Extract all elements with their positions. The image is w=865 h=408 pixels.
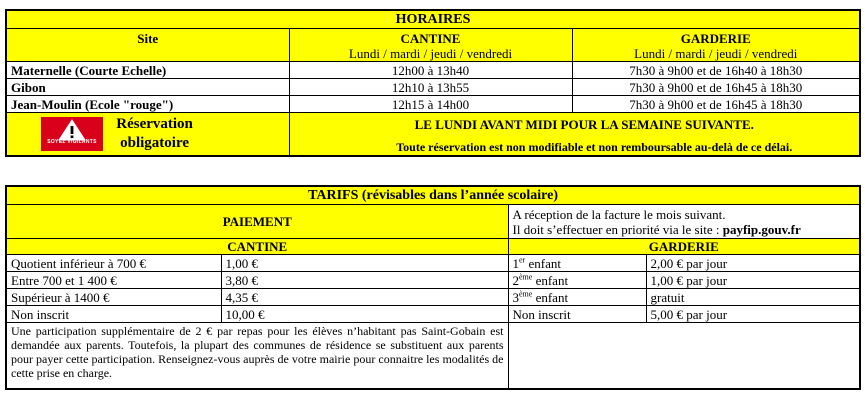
garderie-tarif-header: GARDERIE [508,239,860,255]
garderie-tier-num: 2 [512,272,519,288]
garderie-tier-num: 3 [512,289,519,305]
reservation-line-1: Réservation [116,116,193,132]
garderie-tier-label: enfant [532,289,569,305]
garderie-tier-num: 1 [512,255,519,271]
reservation-line-2: obligatoire [120,135,190,151]
garderie-header [572,29,860,62]
payment-site: payfip.gouv.fr [722,221,801,237]
table-row [6,96,860,113]
horaires-table [5,9,861,157]
cantine-price: 10,00 € [221,306,508,323]
cantine-tier: Non inscrit [6,306,221,323]
payment-line-1: A réception de la facture le mois suivant. [512,206,726,222]
cantine-header [289,29,572,62]
table-row [6,306,860,323]
tarifs-table [5,185,861,390]
warning-badge-text: SOYEZ VIGILANTS [47,139,97,145]
cantine-price: 3,80 € [221,272,508,289]
garderie-tier: Non inscrit [508,306,646,323]
cantine-price: 4,35 € [221,289,508,306]
garderie-header-label: GARDERIE [680,31,751,46]
table-row [6,255,860,272]
garderie-hours: 7h30 à 9h00 et de 16h45 à 18h30 [572,96,860,113]
cantine-hours: 12h10 à 13h55 [289,79,572,96]
cantine-price: 1,00 € [221,255,508,272]
cantine-days: Lundi / mardi / jeudi / vendredi [348,46,513,61]
reservation-notice: Toute réservation est non modifiable et non remboursable au-delà de ce délai. [396,140,793,154]
garderie-tier-label: enfant [525,255,561,271]
warning-badge [41,117,103,151]
cantine-tier: Supérieur à 1400 € [6,289,221,306]
horaires-title: HORAIRES [6,10,860,29]
cantine-hours: 12h00 à 13h40 [289,62,572,79]
garderie-tier-sup: ème [519,289,533,299]
table-row [6,79,860,96]
paiement-header: PAIEMENT [6,205,508,239]
site-name: Maternelle (Courte Echelle) [6,62,289,79]
cantine-tarif-header: CANTINE [6,239,508,255]
table-row [6,62,860,79]
participation-note: Une participation supplémentaire de 2 € par repas pour les élèves n’habitant pas Saint-Gobain est demandée aux parents. Toutefois, la plupart des communes de résidence se substituent aux parents pour payer cette participation. Renseignez-vous auprès de votre mairie pour connaitre les modalités de cette prise en charge. [6,323,508,389]
site-name: Gibon [6,79,289,96]
garderie-price: gratuit [646,289,860,306]
garderie-tier [508,272,646,289]
reservation-cell [6,113,289,157]
garderie-hours: 7h30 à 9h00 et de 16h45 à 18h30 [572,79,860,96]
garderie-tier [508,289,646,306]
garderie-tier [508,255,646,272]
garderie-hours: 7h30 à 9h00 et de 16h40 à 18h30 [572,62,860,79]
cantine-tier: Entre 700 et 1 400 € [6,272,221,289]
reservation-deadline: LE LUNDI AVANT MIDI POUR LA SEMAINE SUIVANTE. [414,117,754,132]
tarifs-title: TARIFS (révisables dans l’année scolaire) [6,186,860,205]
table-row [6,272,860,289]
garderie-price: 5,00 € par jour [646,306,860,323]
garderie-tier-label: enfant [532,272,569,288]
cantine-hours: 12h15 à 14h00 [289,96,572,113]
reservation-label [116,115,193,153]
payment-line-2 [513,222,856,237]
site-name: Jean-Moulin (Ecole "rouge") [6,96,289,113]
payment-info [508,205,860,239]
reservation-info [289,113,860,157]
garderie-price: 2,00 € par jour [646,255,860,272]
garderie-tier-sup: er [519,255,526,265]
cantine-header-label: CANTINE [400,31,461,46]
garderie-tier-sup: ème [519,272,533,282]
empty-cell [508,323,860,389]
table-row [6,289,860,306]
payment-line-2-prefix: Il doit s’effectuer en priorité via le site : [512,221,723,237]
garderie-days: Lundi / mardi / jeudi / vendredi [634,46,798,61]
site-header: Site [6,29,289,62]
garderie-price: 1,00 € par jour [646,272,860,289]
cantine-tier: Quotient inférieur à 700 € [6,255,221,272]
